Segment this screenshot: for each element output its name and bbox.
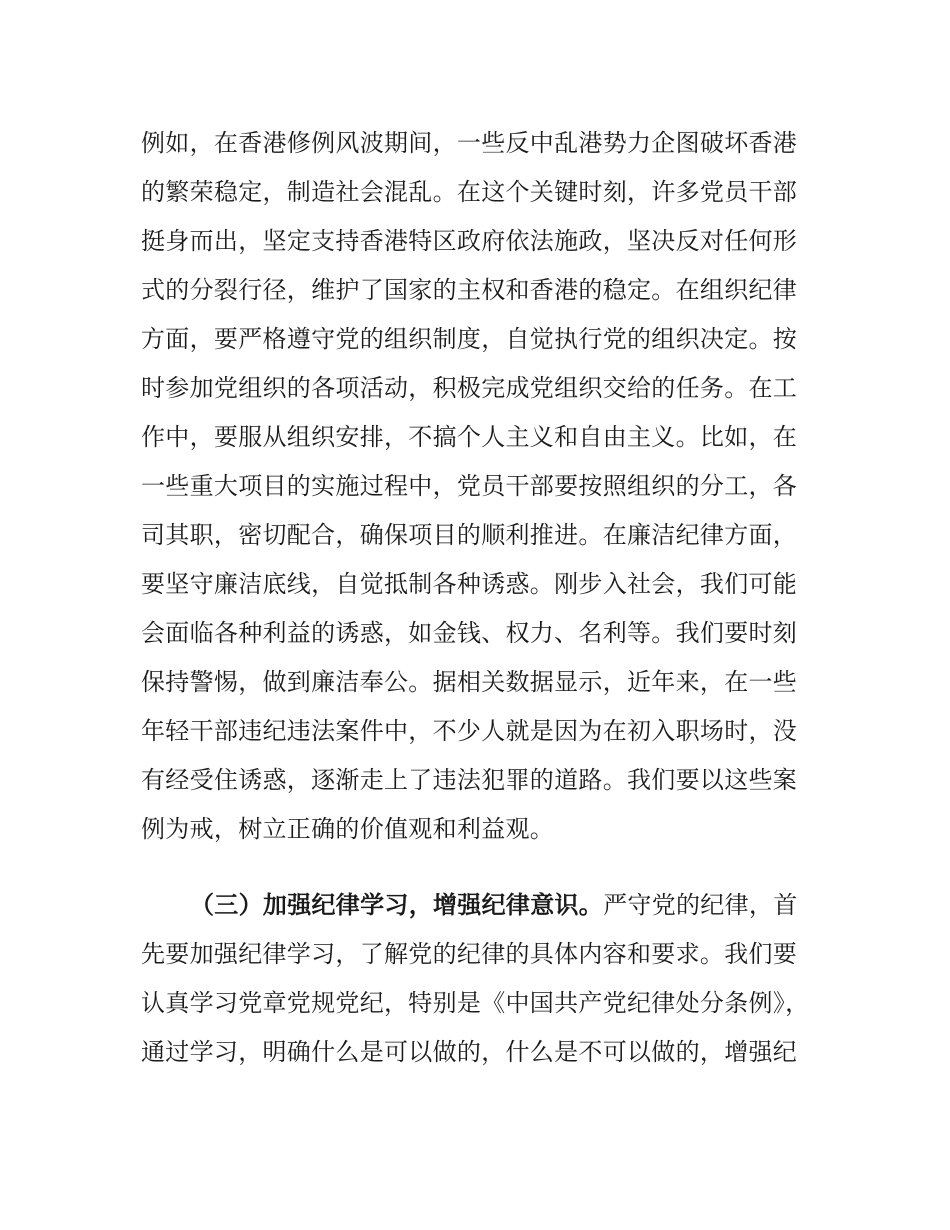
paragraph-line: 通过学习，明确什么是可以做的，什么是不可以做的，增强纪 <box>141 1038 798 1066</box>
paragraph-line: 挺身而出，坚定支持香港特区政府依法施政，坚决反对任何形 <box>141 227 798 255</box>
paragraph-first-line <box>190 890 798 920</box>
paragraph-line: 年轻干部违纪违法案件中，不少人就是因为在初入职场时，没 <box>141 717 798 745</box>
paragraph-text: 严守党的纪律，首 <box>603 891 798 919</box>
paragraph-line: 要坚守廉洁底线，自觉抵制各种诱惑。刚步入社会，我们可能 <box>141 570 798 598</box>
paragraph-line: 先要加强纪律学习，了解党的纪律的具体内容和要求。我们要 <box>141 940 798 968</box>
paragraph-line: 作中，要服从组织安排，不搞个人主义和自由主义。比如，在 <box>141 423 798 451</box>
paragraph-line: 一些重大项目的实施过程中，党员干部要按照组织的分工，各 <box>141 472 798 500</box>
paragraph-line: 有经受住诱惑，逐渐走上了违法犯罪的道路。我们要以这些案 <box>141 766 798 794</box>
paragraph-line: 例为戒，树立正确的价值观和利益观。 <box>141 815 555 843</box>
paragraph-line: 式的分裂行径，维护了国家的主权和香港的稳定。在组织纪律 <box>141 276 798 304</box>
paragraph-line: 的繁荣稳定，制造社会混乱。在这个关键时刻，许多党员干部 <box>141 178 798 206</box>
paragraph-line: 例如，在香港修例风波期间，一些反中乱港势力企图破坏香港 <box>141 129 798 157</box>
paragraph-line: 时参加党组织的各项活动，积极完成党组织交给的任务。在工 <box>141 374 798 402</box>
paragraph-line: 会面临各种利益的诱惑，如金钱、权力、名利等。我们要时刻 <box>141 619 798 647</box>
paragraph-line: 方面，要严格遵守党的组织制度，自觉执行党的组织决定。按 <box>141 325 798 353</box>
section-heading: （三）加强纪律学习，增强纪律意识。 <box>190 891 604 919</box>
paragraph-line: 保持警惕，做到廉洁奉公。据相关数据显示，近年来，在一些 <box>141 668 798 696</box>
paragraph-line: 认真学习党章党规党纪，特别是《中国共产党纪律处分条例》， <box>141 989 810 1017</box>
paragraph-line: 司其职，密切配合，确保项目的顺利推进。在廉洁纪律方面， <box>141 521 798 549</box>
